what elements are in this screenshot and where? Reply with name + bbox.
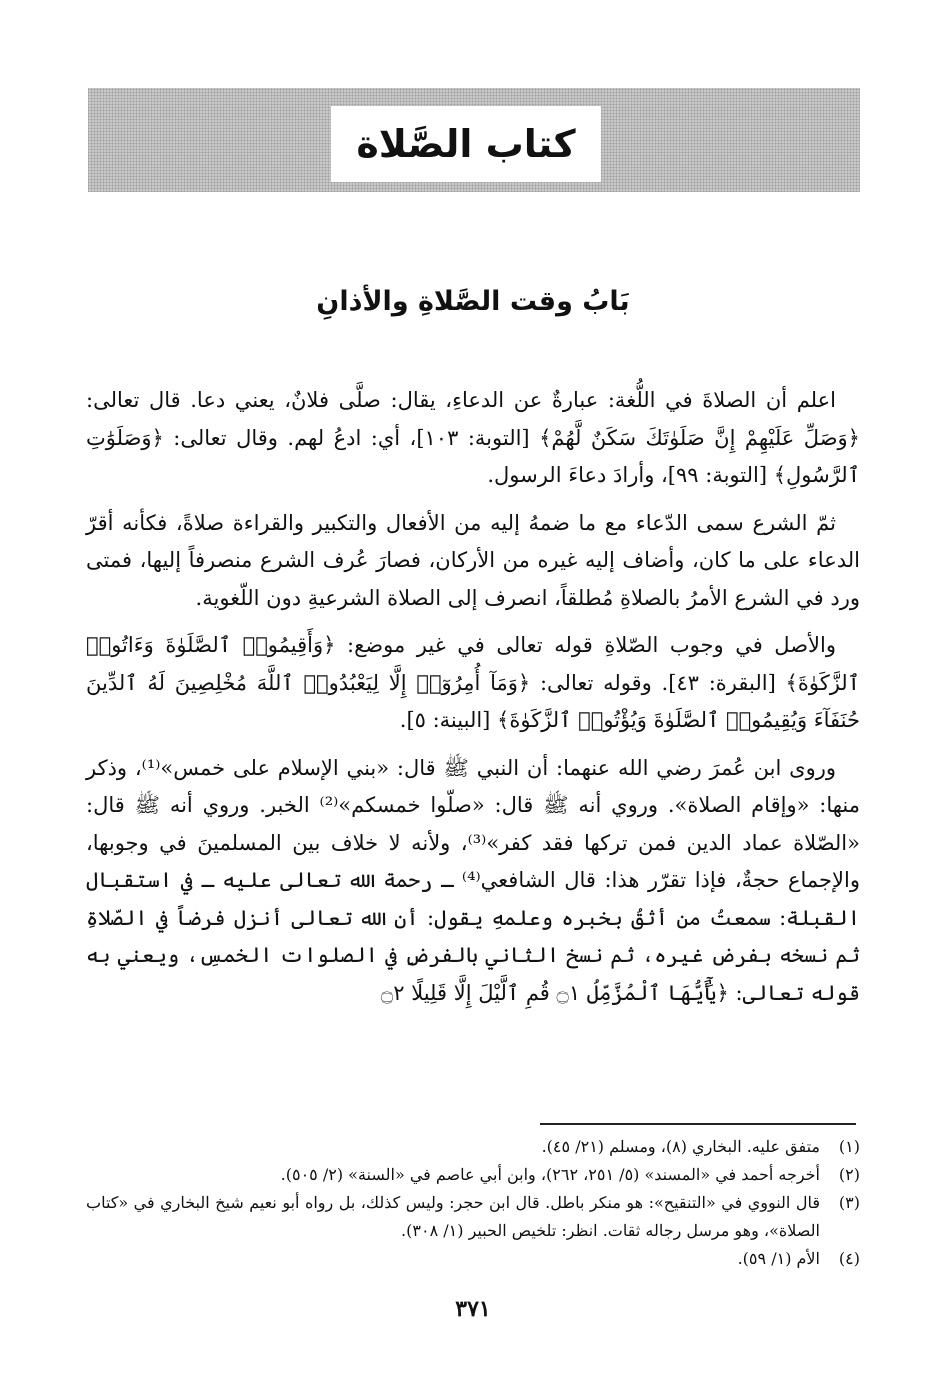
paragraph: والأصل في وجوب الصّلاةِ قوله تعالى في غير موضع: ﴿وَأَقِيمُوا۟ ٱلصَّلَوٰةَ وَءَاتُوا۟ ٱلزَّكَوٰةَ﴾ [البقرة: ٤٣]. وقوله تعالى: ﴿وَمَآ أُمِرُوٓا۟ إِلَّا لِيَعْبُدُوا۟ ٱللَّهَ مُخْلِصِينَ لَهُ ٱلدِّينَ حُنَفَآءَ وَيُقِيمُوا۟ ٱلصَّلَوٰةَ وَيُؤْتُوا۟ ٱلزَّكَوٰةَ﴾ [البينة: ٥]. — [86, 633, 860, 732]
footnote-number: (٣) — [838, 1193, 860, 1212]
footnote-text: متفق عليه. البخاري (٨)، ومسلم (٢١/ ٤٥). — [541, 1137, 820, 1156]
paragraph: اعلم أن الصلاةَ في اللُّغة: عبارةٌ عن الدعاءِ، يقال: صلَّى فلانٌ، يعني دعا. قال تعالى: ﴿وَصَلِّ عَلَيْهِمْ إِنَّ صَلَوٰتَكَ سَكَنٌ لَّهُمْ﴾ [التوبة: ١٠٣]، أي: ادعُ لهم. وقال تعالى: ﴿وَصَلَوَٰتِ ٱلرَّسُولِ﴾ [التوبة: ٩٩]، وأرادَ دعاءَ الرسول. — [86, 388, 860, 487]
footnote — [86, 1133, 860, 1161]
page-number: ٣٧١ — [455, 1296, 491, 1322]
footnote-text: الأم (١/ ٥٩). — [737, 1249, 820, 1268]
footnote — [86, 1161, 860, 1189]
footnote-number: (١) — [838, 1137, 860, 1156]
footnote-divider — [540, 1123, 856, 1125]
main-text — [86, 382, 860, 1022]
footnotes — [86, 1133, 860, 1273]
footnote-number: (٢) — [838, 1165, 860, 1184]
paragraph: وروى ابن عُمرَ رضي الله عنهما: أن النبي ﷺ قال: «بني الإسلام على خمس»⁽¹⁾، وذكر منها: «وإقام الصلاة». وروي أنه ﷺ قال: «صلّوا خمسكم»⁽²⁾ الخبر. وروي أنه ﷺ قال: «الصّلاة عماد الدين فمن تركها فقد كفر»⁽³⁾، ولأنه لا خلاف بين المسلمينَ في وجوبها، والإجماع حجةٌ، فإذا تقرّر هذا: قال الشافعي⁽⁴⁾ ـ رحمة الله تعالى عليه ـ في استقبال القبلة: سمعتُ من أثقُ بخبره وعلمهِ يقول: أن الله تعالى أنزل فرضاً في الصّلاةِ ثم نسخه بفرض غيره، ثم نسخ الثاني بالفرضِ في الصلوات الخمسِ، ويعني به قوله تعالى: ﴿يَٰٓأَيُّهَا ٱلْمُزَّمِّلُ ۝١ قُمِ ٱلَّيْلَ إِلَّا قَلِيلًا ۝٢ — [86, 755, 861, 1005]
footnote — [86, 1189, 860, 1245]
footnote-text: أخرجه أحمد في «المسند» (٥/ ٢٥١، ٢٦٢)، وابن أبي عاصم في «السنة» (٢/ ٥٠٥). — [280, 1165, 820, 1184]
book-title: كتاب الصَّلاة — [356, 122, 576, 166]
chapter-title: بَابُ وقت الصَّلاةِ والأذانِ — [316, 286, 630, 317]
footnote — [86, 1245, 860, 1273]
title-box — [331, 106, 601, 182]
footnote-number: (٤) — [838, 1249, 860, 1268]
footnote-text: قال النووي في «التنقيح»: هو منكر باطل. قال ابن حجر: وليس كذلك، بل رواه أبو نعيم شيخ البخاري في «كتاب الصلاة»، وهو مرسل رجاله ثقات. انظر: تلخيص الحبير (١/ ٣٠٨). — [86, 1193, 820, 1240]
paragraph: ثمّ الشرع سمى الدّعاء مع ما ضمهُ إليه من الأفعال والتكبير والقراءة صلاةً، فكأنه أقرّ الدعاء على ما كان، وأضاف إليه غيره من الأركان، فصارَ عُرف الشرع منصرفاً إليها، فمتى ورد في الشرع الأمرُ بالصلاةِ مُطلقاً، انصرف إلى الصلاة الشرعيةِ دون اللّغوية. — [86, 510, 860, 610]
